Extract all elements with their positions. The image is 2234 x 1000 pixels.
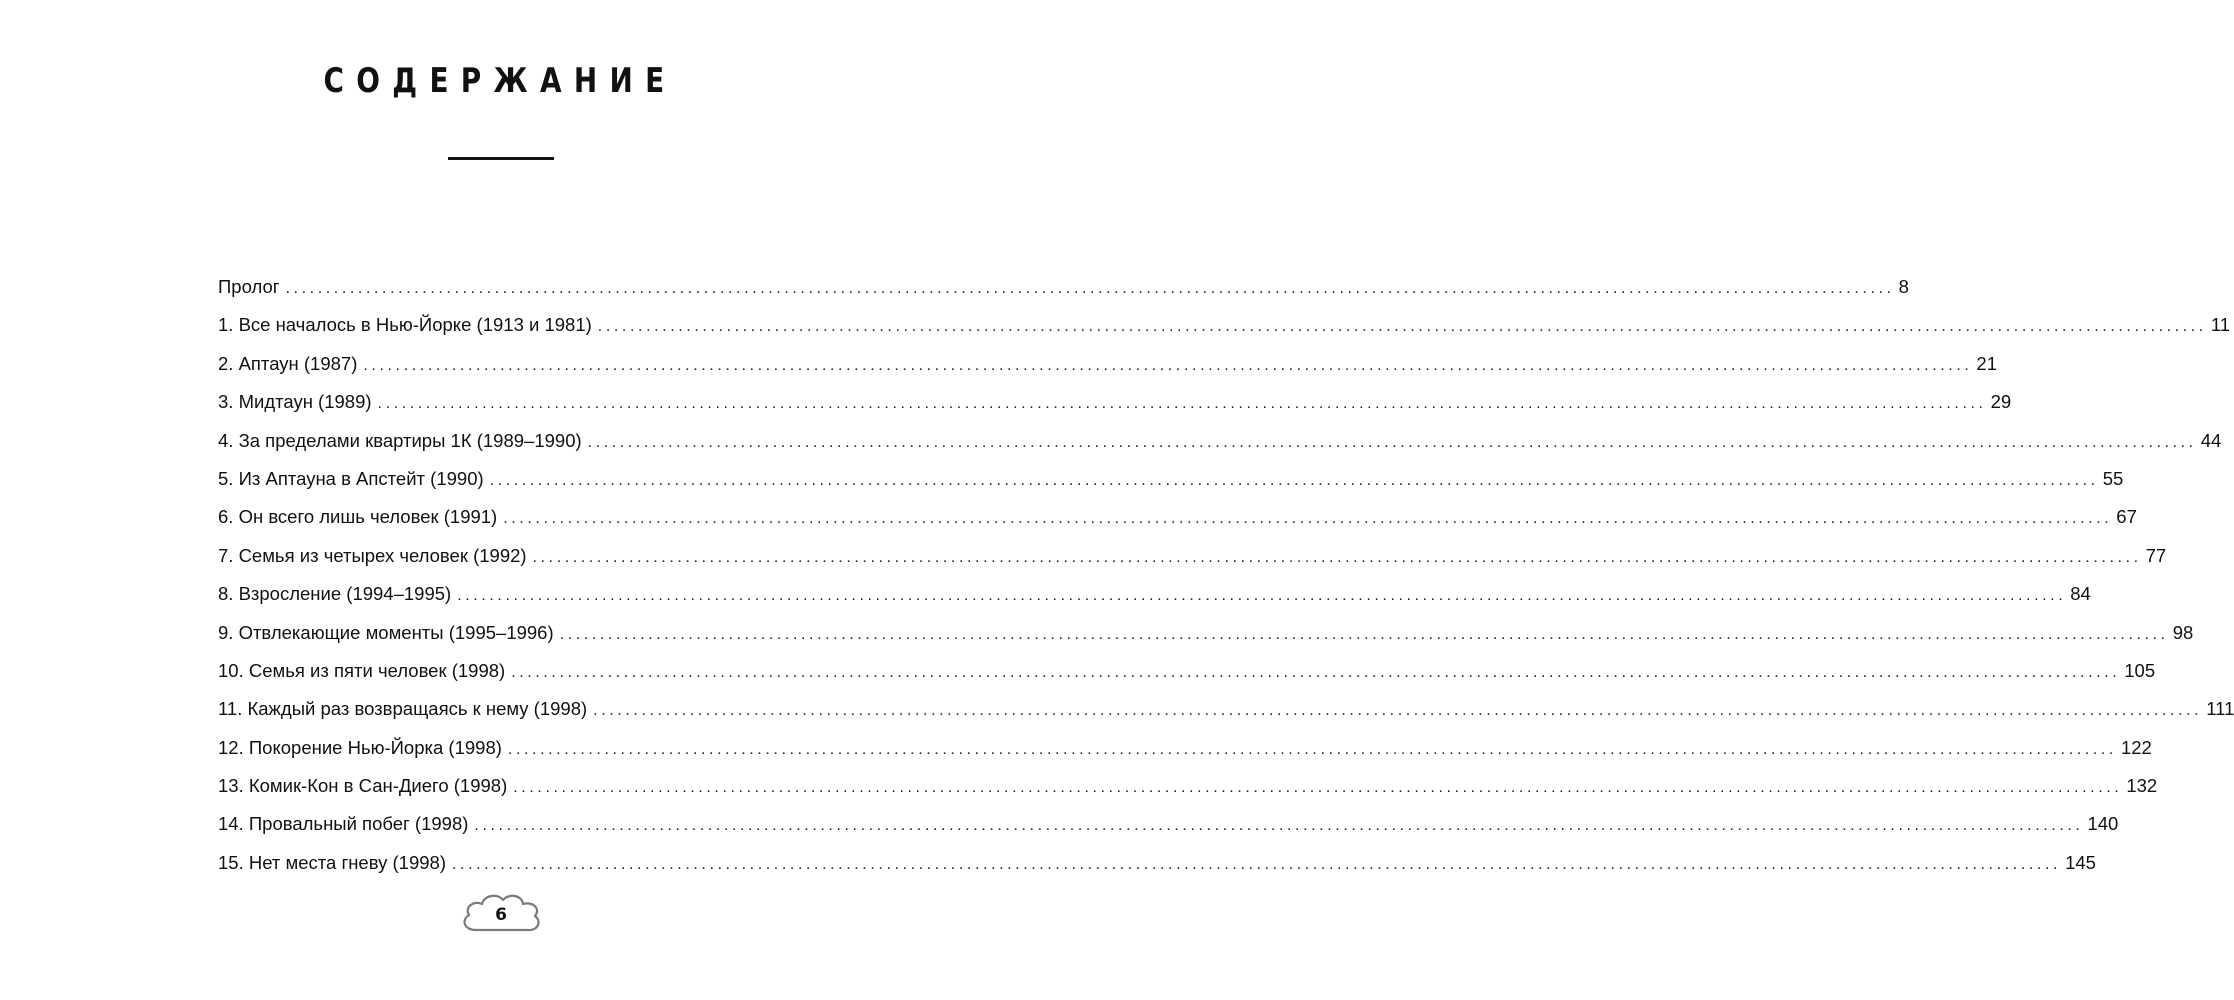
toc-dot-leader: ........................................................................................................................................................................................................ xyxy=(452,855,2062,873)
toc-entry-title: 10. Семья из пяти человек (1998) xyxy=(218,659,506,681)
toc-dot-leader: ........................................................................................................................................................................................................ xyxy=(559,625,2169,643)
toc-entry-title: 15. Нет места гневу (1998) xyxy=(218,851,446,873)
toc-entry-page: 8 xyxy=(1898,276,1909,297)
toc-entry[interactable] xyxy=(218,345,1997,383)
toc-entry-page: 111 xyxy=(2206,698,2234,720)
toc-dot-leader: ........................................................................................................................................................................................................ xyxy=(457,587,2067,605)
toc-entry-page: 98 xyxy=(2172,621,2194,643)
page-title: СОДЕРЖАНИЕ xyxy=(323,61,677,101)
toc-entry[interactable] xyxy=(218,805,2119,843)
toc-entry-page: 145 xyxy=(2065,851,2096,873)
toc-entry[interactable] xyxy=(218,614,2194,652)
toc-entry-page: 122 xyxy=(2120,736,2152,758)
toc-entry[interactable] xyxy=(218,844,2096,882)
toc-entry-title: 12. Покорение Нью-Йорка (1998) xyxy=(218,736,502,758)
toc-entry-page: 29 xyxy=(1990,391,2012,413)
toc-entry-title: 7. Семья из четырех человек (1992) xyxy=(218,544,527,566)
toc-dot-leader: ........................................................................................................................................................................................................ xyxy=(489,471,2099,489)
toc-entry-page: 67 xyxy=(2116,506,2137,528)
toc-entry[interactable] xyxy=(218,422,2222,460)
toc-dot-leader: ........................................................................................................................................................................................................ xyxy=(507,740,2117,758)
toc-entry-title: 2. Аптаун (1987) xyxy=(218,352,358,374)
toc-entry-title: 6. Он всего лишь человек (1991) xyxy=(218,506,498,528)
toc-entry[interactable] xyxy=(218,729,2152,767)
toc-entry[interactable] xyxy=(218,537,2167,575)
toc-entry-page: 105 xyxy=(2124,659,2156,681)
toc-entry[interactable] xyxy=(218,575,2091,613)
toc-entry-title: 5. Из Аптауна в Апстейт (1990) xyxy=(218,467,484,489)
title-underline xyxy=(448,157,554,160)
toc-entry-title: 3. Мидтаун (1989) xyxy=(218,391,372,413)
toc-dot-leader: ........................................................................................................................................................................................................ xyxy=(593,702,2203,720)
toc-entry-page: 44 xyxy=(2200,429,2222,451)
toc-entry-page: 84 xyxy=(2070,583,2091,605)
toc-entry-title: 11. Каждый раз возвращаясь к нему (1998) xyxy=(218,698,588,720)
toc-entry-page: 55 xyxy=(2102,467,2124,489)
toc-entry-title: 14. Провальный побег (1998) xyxy=(218,813,469,835)
toc-entry-page: 132 xyxy=(2126,775,2158,797)
toc-dot-leader: ........................................................................................................................................................................................................ xyxy=(597,318,2207,336)
toc-entry[interactable] xyxy=(218,268,1909,306)
toc-entry-title: 4. За пределами квартиры 1К (1989–1990) xyxy=(218,429,582,451)
toc-dot-leader: ........................................................................................................................................................................................................ xyxy=(511,663,2121,681)
page-number-badge xyxy=(458,890,544,940)
toc-entry[interactable] xyxy=(218,460,2124,498)
toc-dot-leader: ........................................................................................................................................................................................................ xyxy=(285,280,1895,297)
toc-entry-title: Пролог xyxy=(218,276,280,297)
toc-dot-leader: ........................................................................................................................................................................................................ xyxy=(532,548,2142,566)
toc-entry[interactable] xyxy=(218,652,2156,690)
toc-dot-leader: ........................................................................................................................................................................................................ xyxy=(377,395,1987,413)
toc-entry-page: 140 xyxy=(2087,813,2119,835)
toc-entry[interactable] xyxy=(218,498,2137,536)
toc-entry-page: 77 xyxy=(2145,544,2167,566)
toc-entry-title: 8. Взросление (1994–1995) xyxy=(218,583,452,605)
toc-dot-leader: ........................................................................................................................................................................................................ xyxy=(513,779,2123,797)
toc-entry-page: 11 xyxy=(2210,314,2231,336)
toc-entry[interactable] xyxy=(218,767,2158,805)
toc-dot-leader: ........................................................................................................................................................................................................ xyxy=(503,510,2113,528)
page-number: 6 xyxy=(495,905,507,925)
toc-entry-page: 21 xyxy=(1976,352,1997,374)
toc-entry[interactable] xyxy=(218,306,2231,344)
toc-entry-title: 9. Отвлекающие моменты (1995–1996) xyxy=(218,621,554,643)
toc-entry-title: 13. Комик-Кон в Сан-Диего (1998) xyxy=(218,775,508,797)
toc-dot-leader: ........................................................................................................................................................................................................ xyxy=(587,433,2197,451)
toc-entry[interactable] xyxy=(218,690,2234,728)
table-of-contents xyxy=(218,268,2234,882)
toc-entry[interactable] xyxy=(218,383,2012,421)
toc-entry-title: 1. Все началось в Нью-Йорке (1913 и 1981) xyxy=(218,314,592,336)
toc-dot-leader: ........................................................................................................................................................................................................ xyxy=(363,356,1973,374)
toc-dot-leader: ........................................................................................................................................................................................................ xyxy=(474,817,2084,835)
